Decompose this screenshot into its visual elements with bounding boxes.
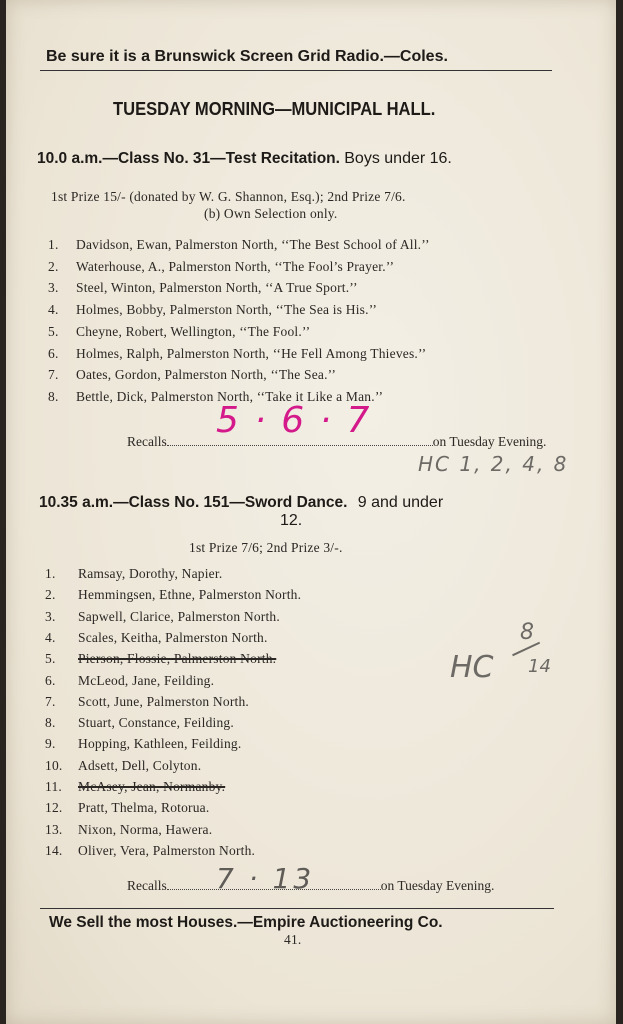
class-31-handwritten-recalls: 5 · 6 · 7 — [216, 400, 372, 441]
class-31-age: Boys under 16. — [344, 150, 452, 167]
session-title: TUESDAY MORNING—MUNICIPAL HALL. — [113, 99, 436, 119]
entry-number: 8. — [48, 388, 59, 404]
entry-number: 2. — [48, 258, 59, 274]
class-151-age-cont — [280, 512, 302, 530]
class-151-handwritten-recalls: 7 · 13 — [216, 862, 315, 895]
header-rule — [40, 70, 552, 71]
entry-text: Oates, Gordon, Palmerston North, ‘‘The Sea.’’ — [76, 367, 337, 383]
list-item — [48, 280, 358, 296]
entry-text: Steel, Winton, Palmerston North, ‘‘A True Sport.’’ — [76, 280, 358, 296]
entry-number: 1. — [45, 566, 56, 581]
entry-text: Bettle, Dick, Palmerston North, ‘‘Take it Like a Man.’’ — [76, 388, 384, 404]
entry-number: 7. — [48, 367, 59, 383]
class-151-heading — [39, 494, 443, 512]
footer-advertisement: We Sell the most Houses.—Empire Auctioneering Co. — [49, 914, 443, 931]
list-item — [48, 367, 336, 383]
list-item — [45, 651, 276, 667]
list-item — [45, 736, 241, 752]
entry-text: Davidson, Ewan, Palmerston North, ‘‘The Best School of All.’’ — [76, 237, 430, 252]
list-item — [48, 324, 310, 340]
class-151-time-class: 10.35 a.m.—Class No. 151—Sword Dance. — [39, 494, 348, 511]
entry-text: Holmes, Ralph, Palmerston North, ‘‘He Fell Among Thieves.’’ — [76, 345, 427, 361]
entry-number: 3. — [45, 608, 56, 624]
entry-text: Scales, Keitha, Palmerston North. — [78, 629, 268, 645]
entry-text: Pierson, Flossie, Palmerston North. — [78, 651, 277, 667]
list-item — [45, 715, 234, 731]
entry-text: Adsett, Dell, Colyton. — [78, 757, 202, 773]
entry-text: Stuart, Constance, Feilding. — [78, 715, 234, 731]
entry-text: Nixon, Norma, Hawera. — [78, 821, 213, 837]
entry-text: Ramsay, Dorothy, Napier. — [78, 566, 223, 581]
entry-text: Hopping, Kathleen, Feilding. — [78, 736, 242, 752]
list-item — [45, 673, 214, 689]
entry-number: 7. — [45, 693, 56, 709]
class-151-recalls-label: Recalls — [127, 878, 167, 893]
class-151-prizes: 1st Prize 7/6; 2nd Prize 3/-. — [189, 540, 343, 555]
entry-number: 4. — [45, 629, 56, 645]
entry-text: Pratt, Thelma, Rotorua. — [78, 800, 210, 816]
class-31-time-class: 10.0 a.m.—Class No. 31—Test Recitation. — [37, 150, 340, 167]
list-item — [48, 259, 394, 275]
class-31-recalls-label: Recalls — [127, 434, 167, 449]
program-page — [6, 0, 616, 1024]
entry-text: McAsey, Jean, Normanby. — [78, 779, 226, 794]
entry-text: Scott, June, Palmerston North. — [78, 693, 249, 709]
class-151-handwritten-hc: HC — [450, 650, 494, 685]
class-151-handwritten-hc-bottom: 14 — [528, 656, 551, 677]
list-item — [45, 566, 222, 582]
list-item — [45, 694, 249, 710]
entry-text: McLeod, Jane, Feilding. — [78, 672, 215, 688]
class-151-age: 9 and under — [357, 494, 444, 511]
entry-number: 1. — [48, 237, 59, 252]
list-item — [45, 779, 225, 795]
list-item — [48, 302, 377, 318]
entry-number: 5. — [45, 651, 56, 667]
class-31-handwritten-hc: HC 1, 2, 4, 8 — [418, 452, 569, 476]
entry-text: Waterhouse, A., Palmerston North, ‘‘The Fool’s Prayer.’’ — [76, 258, 395, 274]
entry-text: Sapwell, Clarice, Palmerston North. — [78, 608, 280, 624]
entry-number: 12. — [45, 800, 63, 816]
entry-text: Cheyne, Robert, Wellington, ‘‘The Fool.’’ — [76, 323, 311, 339]
entry-text: Holmes, Bobby, Palmerston North, ‘‘The Sea is His.’’ — [76, 302, 378, 318]
list-item — [48, 237, 430, 253]
entry-number: 4. — [48, 302, 59, 318]
entry-number: 10. — [45, 757, 63, 773]
class-31-recalls-suffix: on Tuesday Evening. — [432, 434, 547, 449]
class-151-recalls-suffix: on Tuesday Evening. — [380, 878, 495, 893]
entry-number: 6. — [45, 672, 56, 688]
footer-rule — [40, 908, 554, 909]
header-advertisement: Be sure it is a Brunswick Screen Grid Radio.—Coles. — [46, 48, 448, 65]
class-31-heading — [37, 150, 452, 168]
class-151-age-cont-text: 12. — [280, 512, 303, 529]
entry-number: 8. — [45, 715, 56, 731]
list-item — [45, 758, 201, 774]
entry-number: 5. — [48, 323, 59, 339]
list-item — [45, 822, 212, 838]
class-151-handwritten-hc-top: 8 — [520, 620, 534, 645]
list-item — [45, 609, 280, 625]
entry-number: 3. — [48, 280, 59, 296]
list-item — [48, 346, 426, 362]
class-31-note: (b) Own Selection only. — [204, 206, 338, 221]
entry-number: 6. — [48, 345, 59, 361]
class-31-prizes: 1st Prize 15/- (donated by W. G. Shannon, Esq.); 2nd Prize 7/6. — [51, 189, 406, 204]
entry-number: 13. — [45, 821, 63, 837]
entry-number: 2. — [45, 587, 56, 603]
list-item — [45, 630, 268, 646]
entry-number: 9. — [45, 736, 56, 752]
list-item — [45, 800, 209, 816]
list-item — [45, 843, 255, 859]
entry-number: 14. — [45, 842, 63, 858]
page-number: 41. — [284, 932, 302, 947]
list-item — [45, 587, 301, 603]
entry-number: 11. — [45, 779, 62, 794]
entry-text: Oliver, Vera, Palmerston North. — [78, 842, 256, 858]
entry-text: Hemmingsen, Ethne, Palmerston North. — [78, 587, 302, 603]
